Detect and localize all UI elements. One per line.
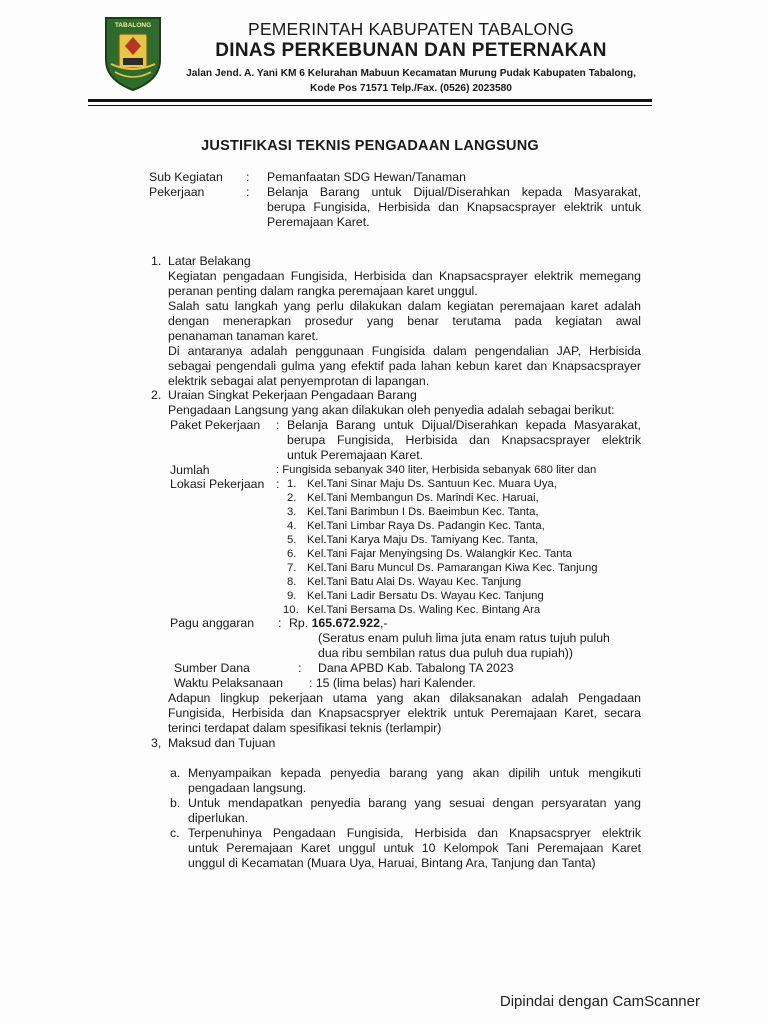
section3-heading: Maksud dan Tujuan bbox=[168, 736, 276, 750]
sub-kegiatan-colon: : bbox=[246, 170, 250, 184]
lokasi-item: Kel.Tani Karya Maju Ds. Tamiyang Kec. Tanta, bbox=[307, 534, 539, 546]
lokasi-item-number: 5. bbox=[287, 534, 297, 546]
lokasi-item: Kel.Tani Limbar Raya Ds. Padangin Kec. Tanta, bbox=[307, 520, 545, 532]
section2-heading: Uraian Singkat Pekerjaan Pengadaan Barang bbox=[168, 388, 417, 402]
tabalong-crest-logo bbox=[102, 14, 164, 92]
section3-number: 3, bbox=[151, 736, 162, 750]
section2-closing-line: terinci terdapat dalam spesifikasi teknis (terlampir) bbox=[168, 721, 442, 735]
lokasi-item-number: 8. bbox=[287, 576, 297, 588]
pekerjaan-colon: : bbox=[246, 185, 250, 199]
pekerjaan-label: Pekerjaan bbox=[149, 185, 205, 199]
section3-item-letter: c. bbox=[170, 826, 180, 840]
section3-item-line: untuk Peremajaan Karet unggul untuk 10 Kelompok Tani Peremajaan Karet bbox=[188, 841, 641, 855]
letterhead-address-line2: Kode Pos 71571 Telp./Fax. (0526) 2023580 bbox=[310, 82, 512, 94]
section1-line: dengan menerapkan prosedur yang benar terutama pada kegiatan awal bbox=[168, 314, 641, 328]
lokasi-item: Kel.Tani Ladir Bersatu Ds. Wayau Kec. Tanjung bbox=[307, 590, 544, 602]
sumber-value: Dana APBD Kab. Tabalong TA 2023 bbox=[318, 661, 514, 675]
waktu-label: Waktu Pelaksanaan bbox=[174, 676, 283, 690]
pagu-suffix: ,- bbox=[379, 616, 388, 630]
pekerjaan-line: Peremajaan Karet. bbox=[267, 215, 370, 229]
section2-intro: Pengadaan Langsung yang akan dilakukan oleh penyedia adalah sebagai berikut: bbox=[168, 403, 615, 417]
lokasi-label: Lokasi Pekerjaan bbox=[170, 477, 265, 491]
section1-line: Salah satu langkah yang perlu dilakukan dalam kegiatan peremajaan karet adalah bbox=[168, 299, 641, 313]
pekerjaan-line: Belanja Barang untuk Dijual/Diserahkan kepada Masyarakat, bbox=[267, 185, 641, 199]
section1-line: sebagai pengendali gulma yang efektif pada lahan kebun karet dan Knapsacsprayer bbox=[168, 359, 641, 373]
section2-closing-line: Fungisida, Herbisida dan Knapsacspryer elektrik untuk Peremajaan Karet, secara bbox=[168, 706, 641, 720]
pagu-words-line: dua ribu sembilan ratus dua puluh dua rupiah)) bbox=[318, 646, 573, 660]
lokasi-item-number: 3. bbox=[287, 506, 297, 518]
pekerjaan-line: berupa Fungisida, Herbisida dan Knapsacsprayer elektrik untuk bbox=[267, 200, 641, 214]
paket-label: Paket Pekerjaan bbox=[170, 418, 261, 432]
jumlah-value: : Fungisida sebanyak 340 liter, Herbisida sebanyak 680 liter dan bbox=[276, 464, 597, 476]
letterhead-line2: DINAS PERKEBUNAN DAN PETERNAKAN bbox=[215, 40, 607, 61]
section3-item-line: Menyampaikan kepada penyedia barang yang akan dipilih untuk mengikuti bbox=[188, 766, 641, 780]
section1-line: penanaman tanaman karet. bbox=[168, 329, 319, 343]
letterhead-address bbox=[170, 67, 652, 96]
lokasi-item: Kel.Tani Batu Alai Ds. Wayau Kec. Tanjung bbox=[307, 576, 522, 588]
section1-heading: Latar Belakang bbox=[168, 254, 251, 268]
section1-number: 1. bbox=[151, 254, 162, 268]
lokasi-item-number: 6. bbox=[287, 548, 297, 560]
section3-item-line: Untuk mendapatkan penyedia barang yang sesuai dengan persyaratan yang bbox=[188, 796, 641, 810]
section3-item-line: pengadaan langsung. bbox=[188, 781, 307, 795]
sumber-label: Sumber Dana bbox=[174, 661, 250, 675]
section3-item-letter: b. bbox=[170, 796, 181, 810]
sub-kegiatan-label: Sub Kegiatan bbox=[149, 170, 223, 184]
paket-line: berupa Fungisida, Herbisida dan Knapsacsprayer elektrik bbox=[287, 433, 641, 447]
jumlah-label: Jumlah bbox=[170, 463, 210, 477]
sumber-colon: : bbox=[298, 661, 302, 675]
section3-item-line: diperlukan. bbox=[188, 811, 249, 825]
lokasi-item: Kel.Tani Bersama Ds. Waling Kec. Bintang Ara bbox=[307, 604, 541, 616]
section3-item-line: Terpenuhinya Pengadaan Fungisida, Herbisida dan Knapsacspryer elektrik bbox=[188, 826, 641, 840]
lokasi-item-number: 2. bbox=[287, 492, 297, 504]
pagu-amount bbox=[289, 616, 387, 631]
section1-line: Di antaranya adalah penggunaan Fungisida dalam pengendalian JAP, Herbisida bbox=[168, 344, 641, 358]
document-title: JUSTIFIKASI TEKNIS PENGADAAN LANGSUNG bbox=[201, 138, 539, 154]
lokasi-item-number: 1. bbox=[287, 478, 297, 490]
section3-item-letter: a. bbox=[170, 766, 181, 780]
pagu-label: Pagu anggaran bbox=[170, 616, 255, 630]
section1-line: peranan penting dalam rangka peremajaan karet unggul. bbox=[168, 284, 478, 298]
sub-kegiatan-value: Pemanfaatan SDG Hewan/Tanaman bbox=[267, 170, 466, 184]
lokasi-item-number: 7. bbox=[287, 562, 297, 574]
letterhead-line1: PEMERINTAH KABUPATEN TABALONG bbox=[247, 19, 575, 39]
section2-closing-line: Adapun lingkup pekerjaan utama yang akan dilaksanakan adalah Pengadaan bbox=[168, 691, 641, 705]
pagu-amount-value: 165.672.922 bbox=[311, 616, 380, 630]
paket-colon: : bbox=[276, 418, 280, 432]
section3-item-line: unggul di Kecamatan (Muara Uya, Haruai, Bintang Ara, Tanjung dan Tanta) bbox=[188, 856, 596, 870]
letterhead-rule-thin bbox=[88, 105, 652, 106]
lokasi-item-number: 4. bbox=[287, 520, 297, 532]
lokasi-item: Kel.Tani Barimbun I Ds. Baeimbun Kec. Tanta, bbox=[307, 506, 539, 518]
section2-number: 2. bbox=[151, 388, 162, 402]
lokasi-item: Kel.Tani Sinar Maju Ds. Santuun Kec. Muara Uya, bbox=[307, 478, 557, 490]
letterhead-rule-thick bbox=[88, 99, 652, 102]
paket-line: Belanja Barang untuk Dijual/Diserahkan kepada Masyarakat, bbox=[287, 418, 641, 432]
letterhead-address-line1: Jalan Jend. A. Yani KM 6 Kelurahan Mabuun Kecamatan Murung Pudak Kabupaten Tabalong, bbox=[186, 68, 636, 79]
lokasi-item-number: 9. bbox=[287, 590, 297, 602]
pagu-colon: : bbox=[278, 616, 282, 630]
section1-line: Kegiatan pengadaan Fungisida, Herbisida dan Knapsacsprayer elektrik memegang bbox=[168, 269, 641, 283]
lokasi-item: Kel.Tani Membangun Ds. Marindi Kec. Haruai, bbox=[307, 492, 539, 504]
lokasi-item: Kel.Tani Fajar Menyingsing Ds. Walangkir Kec. Tanta bbox=[307, 548, 572, 560]
pagu-prefix: Rp. bbox=[289, 616, 309, 630]
waktu-value: : 15 (lima belas) hari Kalender. bbox=[309, 676, 476, 690]
lokasi-item: Kel.Tani Baru Muncul Ds. Pamarangan Kiwa Kec. Tanjung bbox=[307, 562, 598, 574]
lokasi-item-number: 10. bbox=[283, 604, 299, 616]
section1-line: elektrik sebagai alat penyemprotan di lapangan. bbox=[168, 374, 430, 388]
paket-line: untuk Peremajaan Karet. bbox=[287, 448, 424, 462]
lokasi-colon: : bbox=[276, 477, 280, 491]
logo-text: TABALONG bbox=[114, 22, 152, 29]
pagu-words-line: (Seratus enam puluh lima juta enam ratus tujuh puluh bbox=[318, 631, 610, 645]
camscanner-footer: Dipindai dengan CamScanner bbox=[499, 993, 700, 1010]
